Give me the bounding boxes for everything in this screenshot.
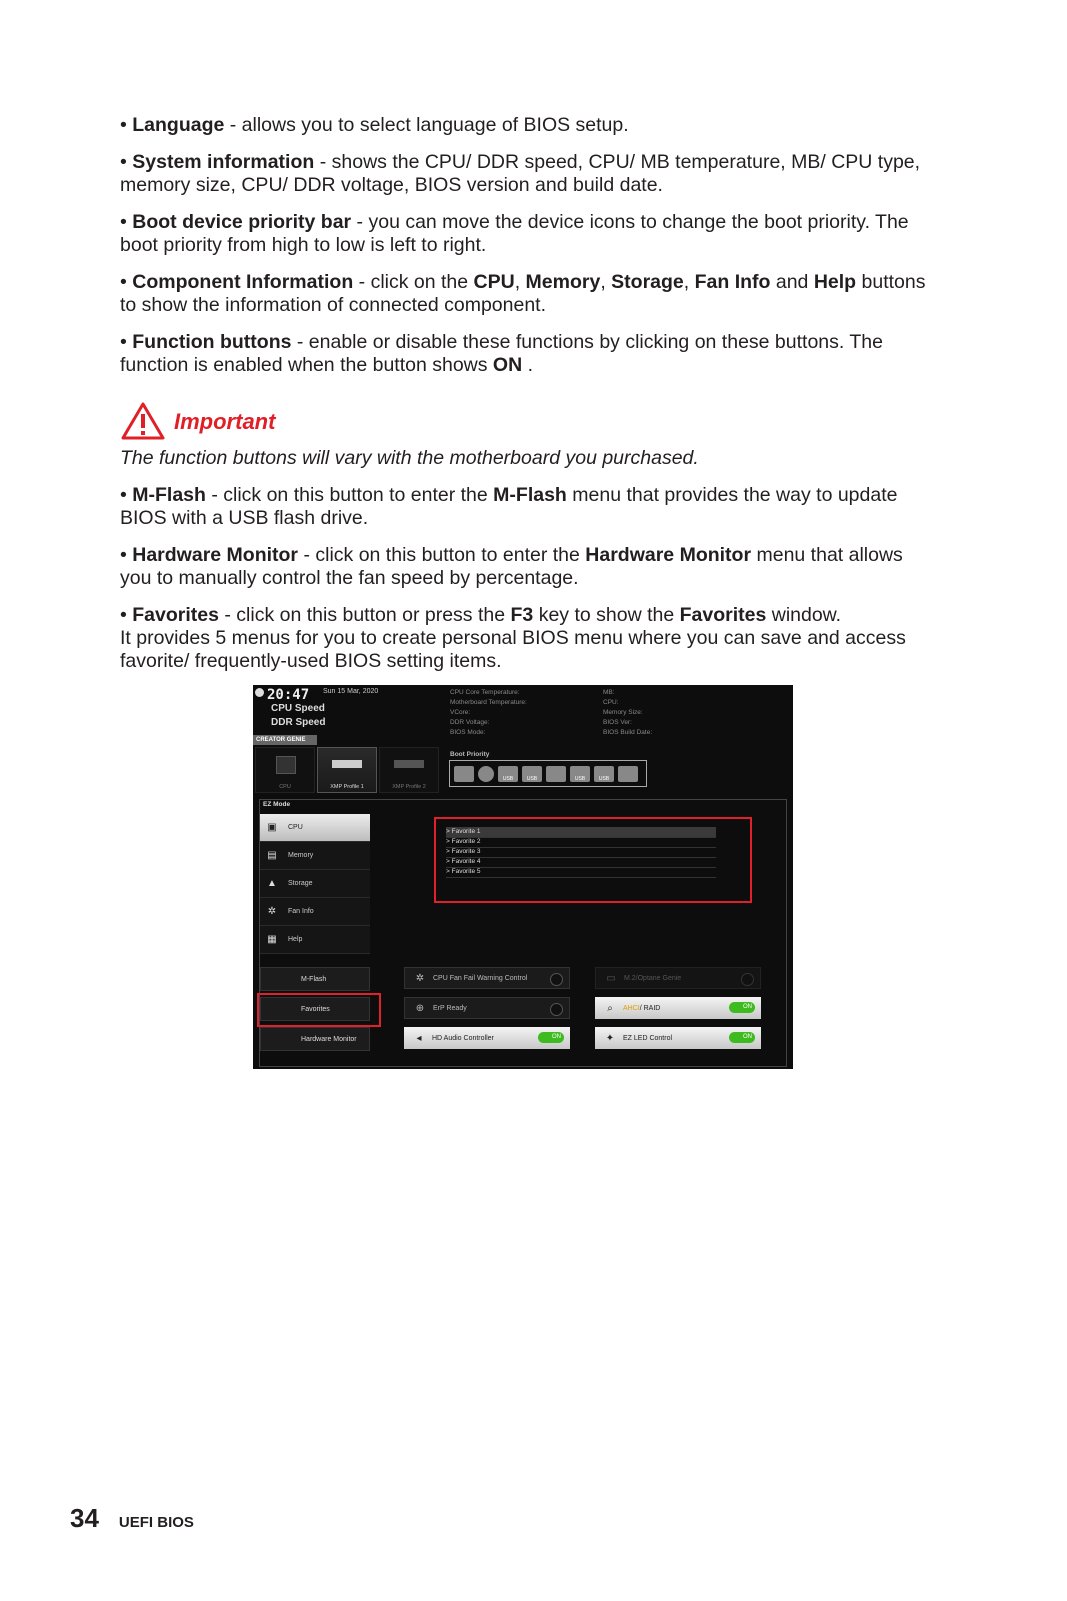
desc: - enable or disable these functions by clicking on these buttons. The function is enabled when the button shows bbox=[120, 331, 883, 376]
profile-cpu[interactable] bbox=[255, 747, 315, 793]
section-title: UEFI BIOS bbox=[118, 1514, 194, 1531]
menu-label: Memory bbox=[288, 852, 314, 859]
info-line: MB: bbox=[603, 689, 615, 696]
kw: ON bbox=[492, 354, 523, 376]
term: M-Flash bbox=[132, 484, 206, 506]
info-line: CPU: bbox=[603, 699, 619, 706]
kw: Storage bbox=[611, 271, 684, 293]
boot-device-usb-icon[interactable]: USB bbox=[498, 766, 518, 782]
kw: Help bbox=[813, 271, 857, 293]
desc: - click on this button to enter the bbox=[205, 484, 494, 506]
favorite-label: Favorite 5 bbox=[451, 868, 481, 875]
desc: menu that provides the way to update BIOS with a USB flash drive. bbox=[120, 484, 898, 529]
m-flash-button[interactable] bbox=[260, 967, 370, 991]
desc: - you can move the device icons to change the boot priority. The boot priority from high to low is left to right. bbox=[120, 211, 909, 256]
clock: 20:47 bbox=[267, 687, 310, 703]
term: Hardware Monitor bbox=[132, 544, 299, 566]
term: Language bbox=[132, 114, 225, 136]
term: System information bbox=[132, 151, 315, 173]
hd-audio-controller-button[interactable] bbox=[404, 1027, 570, 1049]
desc: menu that allows you to manually control the fan speed by percentage. bbox=[120, 544, 903, 589]
toggle-on: ON bbox=[538, 1032, 564, 1043]
audio-icon: ◂ bbox=[416, 1032, 422, 1044]
sysinfo-right bbox=[603, 688, 652, 738]
info-line: VCore: bbox=[450, 709, 471, 716]
cpu-speed: CPU Speed bbox=[271, 703, 325, 714]
desc: , bbox=[600, 271, 612, 293]
boot-device-usb-icon[interactable]: USB bbox=[522, 766, 542, 782]
toggle-off bbox=[550, 973, 563, 986]
important-heading bbox=[120, 401, 930, 441]
menu-memory[interactable] bbox=[260, 842, 370, 870]
kw: M-Flash bbox=[493, 484, 567, 506]
button-label: EZ LED Control bbox=[623, 1034, 673, 1042]
desc: key to show the bbox=[533, 604, 680, 626]
boot-device-disc-icon[interactable] bbox=[478, 766, 494, 782]
info-line: Memory Size: bbox=[603, 709, 643, 716]
info-line: BIOS Build Date: bbox=[603, 729, 653, 736]
profile-label: CPU bbox=[279, 784, 291, 790]
boot-device-hdd-icon[interactable] bbox=[454, 766, 474, 782]
toggle-off bbox=[741, 973, 754, 986]
erp-ready-button[interactable] bbox=[404, 997, 570, 1019]
desc: , bbox=[514, 271, 526, 293]
important-text: The function buttons will vary with the motherboard you purchased. bbox=[120, 447, 699, 469]
boot-device-usb-icon[interactable]: USB bbox=[570, 766, 590, 782]
favorites-button-highlight bbox=[257, 993, 381, 1027]
profile-xmp1[interactable] bbox=[317, 747, 377, 793]
info-line: BIOS Ver: bbox=[603, 719, 632, 726]
led-icon: ✦ bbox=[605, 1032, 615, 1044]
warning-icon bbox=[120, 401, 166, 441]
ez-led-control-button[interactable] bbox=[595, 1027, 761, 1049]
desc: It provides 5 menus for you to create personal BIOS menu where you can save and access favorite/ frequently-used BIOS setting items. bbox=[120, 627, 906, 672]
desc: window. bbox=[766, 604, 842, 626]
favorite-item[interactable]: > Favorite 2 bbox=[446, 837, 716, 848]
kw: CPU bbox=[473, 271, 515, 293]
favorite-label: Favorite 2 bbox=[451, 838, 481, 845]
button-label: M-Flash bbox=[301, 975, 327, 983]
desc: - shows the CPU/ DDR speed, CPU/ MB temperature, MB/ CPU type, memory size, CPU/ DDR voltage, BIOS version and build date. bbox=[120, 151, 921, 196]
menu-help[interactable] bbox=[260, 926, 370, 954]
favorite-item[interactable]: > Favorite 3 bbox=[446, 847, 716, 858]
desc: - click on this button to enter the bbox=[298, 544, 586, 566]
info-line: BIOS Mode: bbox=[450, 729, 486, 736]
ez-mode-label: EZ Mode bbox=[263, 801, 291, 808]
favorite-item[interactable]: > Favorite 4 bbox=[446, 857, 716, 868]
clock-icon bbox=[255, 688, 264, 697]
desc: buttons to show the information of connected component. bbox=[120, 271, 926, 316]
term: Component Information bbox=[132, 271, 354, 293]
button-label: Hardware Monitor bbox=[301, 1035, 357, 1043]
term: Boot device priority bar bbox=[132, 211, 352, 233]
button-label: HD Audio Controller bbox=[432, 1034, 494, 1042]
info-line: Motherboard Temperature: bbox=[450, 699, 527, 706]
hardware-monitor-button[interactable] bbox=[260, 1027, 370, 1051]
info-line: DDR Voltage: bbox=[450, 719, 490, 726]
kw: Favorites bbox=[679, 604, 767, 626]
memory-stick-icon bbox=[332, 760, 362, 768]
bullet-language: • Language - allows you to select language of BIOS setup. bbox=[120, 114, 629, 136]
desc: . bbox=[522, 354, 534, 376]
ddr-speed: DDR Speed bbox=[271, 717, 326, 728]
favorite-label: Favorite 4 bbox=[451, 858, 481, 865]
erp-icon: ⊕ bbox=[415, 1002, 425, 1014]
bullet-component-information: • Component Information - click on the CPU, Memory, Storage, Fan Info and Help buttons to show the information of connected component. bbox=[120, 271, 926, 316]
button-label: ErP Ready bbox=[433, 1004, 467, 1012]
ahci-raid-button[interactable] bbox=[595, 997, 761, 1019]
info-line: CPU Core Temperature: bbox=[450, 689, 520, 696]
boot-priority-title: Boot Priority bbox=[450, 751, 490, 758]
fan-icon: ✲ bbox=[415, 972, 425, 984]
bullet-favorites: • Favorites - click on this button or press the F3 key to show the Favorites window. It provides 5 menus for you to create personal BIOS menu where you can save and access favorite/ frequently-used BIOS setting items. bbox=[120, 604, 906, 672]
menu-label: CPU bbox=[288, 824, 303, 831]
desc: and bbox=[770, 271, 814, 293]
boot-priority-bar bbox=[449, 760, 647, 787]
bullet-m-flash: • M-Flash - click on this button to enter the M-Flash menu that provides the way to update BIOS with a USB flash drive. bbox=[120, 484, 898, 529]
search-icon: ⌕ bbox=[607, 1002, 613, 1014]
menu-label: Help bbox=[288, 936, 303, 943]
boot-device-uefi-icon[interactable] bbox=[618, 766, 638, 782]
button-label: CPU Fan Fail Warning Control bbox=[433, 974, 528, 982]
date: Sun 15 Mar, 2020 bbox=[323, 688, 379, 695]
page-footer bbox=[70, 1503, 194, 1534]
bullet-system-information: • System information - shows the CPU/ DDR speed, CPU/ MB temperature, MB/ CPU type, memory size, CPU/ DDR voltage, BIOS version and build date. bbox=[120, 151, 921, 196]
bullet-function-buttons: • Function buttons - enable or disable these functions by clicking on these buttons. The function is enabled when the button shows ON . bbox=[120, 331, 883, 376]
kw: Fan Info bbox=[694, 271, 771, 293]
profile-xmp2[interactable] bbox=[379, 747, 439, 793]
button-label: M.2/Optane Genie bbox=[624, 974, 682, 982]
menu-cpu[interactable] bbox=[260, 814, 370, 842]
cpu-chip-icon bbox=[276, 756, 296, 774]
favorite-label: Favorite 3 bbox=[451, 848, 481, 855]
kw: Hardware Monitor bbox=[585, 544, 752, 566]
favorite-item[interactable]: > Favorite 5 bbox=[446, 867, 716, 878]
cpu-fan-fail-warning-button[interactable] bbox=[404, 967, 570, 989]
document-body bbox=[120, 114, 930, 687]
toggle-off bbox=[550, 1003, 563, 1016]
boot-device-network-icon[interactable] bbox=[546, 766, 566, 782]
desc: - click on this button or press the bbox=[218, 604, 511, 626]
profile-label: XMP Profile 2 bbox=[392, 784, 426, 790]
favorite-item[interactable]: > Favorite 1 bbox=[446, 827, 716, 838]
m2-icon: ▭ bbox=[606, 972, 616, 984]
kw: F3 bbox=[510, 604, 534, 626]
bullet-hardware-monitor: • Hardware Monitor - click on this button to enter the Hardware Monitor menu that allows you to manually control the fan speed by percentage. bbox=[120, 544, 903, 589]
bios-screenshot bbox=[253, 685, 793, 1069]
help-icon: ▦ bbox=[267, 933, 277, 945]
memory-icon: ▤ bbox=[267, 849, 277, 861]
kw: Memory bbox=[525, 271, 601, 293]
creator-genie-tab[interactable]: CREATOR GENIE bbox=[253, 735, 317, 745]
term: Favorites bbox=[132, 604, 219, 626]
memory-stick-icon bbox=[394, 760, 424, 768]
toggle-on: ON bbox=[729, 1032, 755, 1043]
button-label: Favorites bbox=[301, 1005, 330, 1013]
desc: - click on the bbox=[353, 271, 474, 293]
term: Function buttons bbox=[132, 331, 292, 353]
profile-label: XMP Profile 1 bbox=[330, 784, 364, 790]
fan-icon: ✲ bbox=[267, 905, 277, 917]
menu-fan-info[interactable] bbox=[260, 898, 370, 926]
button-label: AHCI bbox=[623, 1004, 640, 1012]
bullet-boot-priority: • Boot device priority bar - you can move the device icons to change the boot priority. The boot priority from high to low is left to right. bbox=[120, 211, 909, 256]
sysinfo-left bbox=[450, 688, 527, 738]
cpu-icon: ▣ bbox=[267, 821, 277, 833]
boot-device-usb-icon[interactable]: USB bbox=[594, 766, 614, 782]
menu-storage[interactable] bbox=[260, 870, 370, 898]
desc: , bbox=[683, 271, 695, 293]
favorite-label: Favorite 1 bbox=[451, 828, 481, 835]
menu-label: Fan Info bbox=[288, 908, 314, 915]
toggle-on: ON bbox=[729, 1002, 755, 1013]
important-title: Important bbox=[174, 408, 276, 434]
button-label: / RAID bbox=[639, 1004, 661, 1012]
storage-icon: ▲ bbox=[267, 877, 277, 889]
m2-optane-genie-button[interactable] bbox=[595, 967, 761, 989]
menu-label: Storage bbox=[288, 880, 313, 887]
page-number: 34 bbox=[70, 1503, 99, 1533]
desc: - allows you to select language of BIOS setup. bbox=[224, 114, 629, 136]
